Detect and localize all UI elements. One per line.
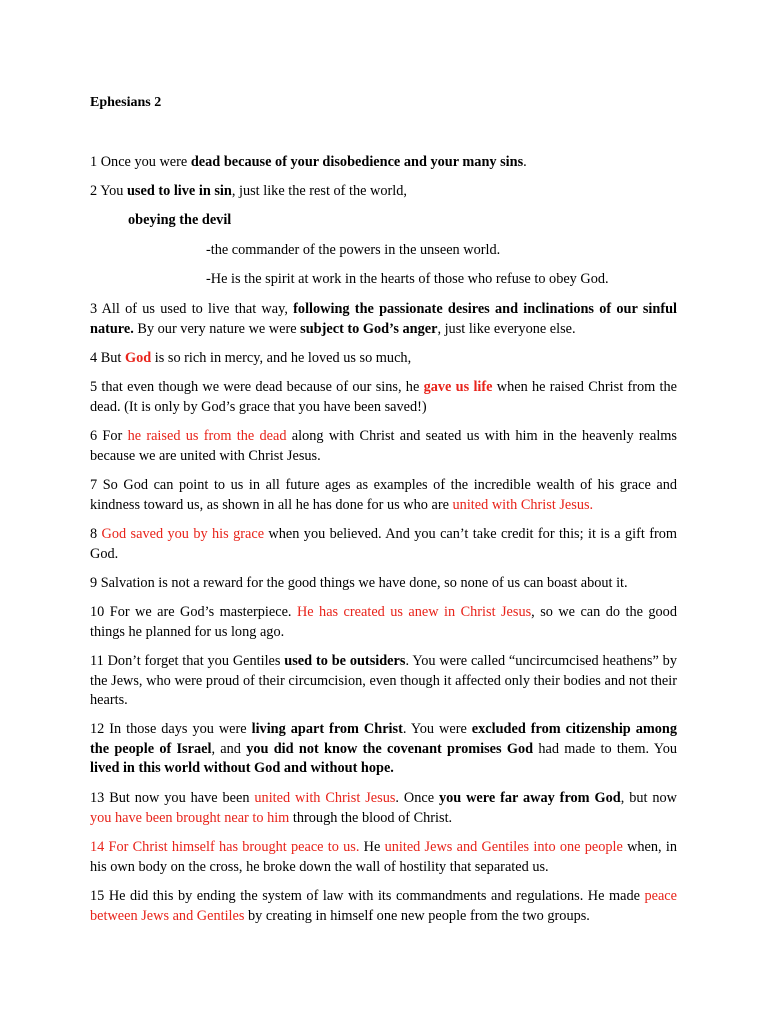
verse-text: . Once (395, 790, 439, 806)
verse-text: 4 But (90, 350, 125, 366)
emphasis-bold: following the passionate desires and inclinations of our sinful nature. (90, 301, 678, 337)
emphasis-red: peace between Jews and Gentiles (90, 888, 677, 924)
verse-10 (90, 603, 677, 642)
verse-text: . You were (402, 721, 472, 737)
emphasis-red: united with Christ Jesus. (452, 496, 594, 513)
verse-15 (90, 887, 677, 926)
verse-text: 12 In those days you were (90, 721, 252, 737)
sub-point-1: -the commander of the powers in the unseen world. (206, 242, 501, 258)
emphasis-red: united with Christ Jesus (254, 790, 396, 806)
verse-9: 9 Salvation is not a reward for the good things we have done, so none of us can boast about it. (90, 575, 628, 591)
emphasis-bold: living apart from Christ (251, 721, 403, 737)
verse-text: 1 Once you were (90, 154, 191, 170)
verse-text: 7 So God can point to us in all future ages as examples of the incredible wealth of his grace and kindness toward us, as shown in all he has done for us who are (90, 477, 677, 513)
verse-text: had made to them. You (533, 740, 677, 757)
emphasis-red: God saved you by his grace (101, 526, 265, 542)
verse-text: 13 But now you have been (90, 790, 255, 806)
document-title: Ephesians 2 (90, 95, 162, 110)
verse-text: when you believed. And you can’t take credit for this; it is a gift from God. (90, 526, 678, 562)
verse-text: . You were called “uncircumcised heathens” by the Jews, who were proud of their circumcision, even though it affected only their bodies and not their hearts. (90, 653, 677, 708)
emphasis-bold: you were far away from God (438, 790, 621, 806)
verse-text: 6 For (90, 428, 128, 444)
emphasis-red: For Christ himself has brought peace to us. (108, 839, 360, 855)
verse-text: is so rich in mercy, and he loved us so much, (151, 350, 412, 366)
verse-text: He (359, 839, 385, 855)
verse-text: 10 For we are God’s masterpiece. (90, 604, 297, 620)
obeying-the-devil-line: obeying the devil (128, 212, 232, 228)
verse-text: when, in his own body on the cross, he broke down the wall of hostility that separated us. (90, 839, 677, 875)
verse-text: , so we can do the good things he planned for us long ago. (90, 604, 677, 640)
verse-12 (90, 720, 677, 779)
verse-11 (90, 652, 677, 711)
verse-text: By our very nature we were (133, 320, 301, 337)
emphasis-bold: excluded from citizenship among the people of Israel (90, 721, 678, 757)
verse-14 (90, 838, 677, 877)
verse-text: along with Christ and seated us with him in the heavenly realms because we are united with Christ Jesus. (90, 428, 677, 464)
verse-text: 3 All of us used to live that way, (90, 301, 294, 317)
emphasis-red: you have been brought near to him (90, 809, 290, 826)
verse-2 (90, 182, 677, 202)
emphasis-bold: subject to God’s anger (300, 320, 438, 337)
verse-text: , and (211, 740, 247, 757)
verse-8 (90, 525, 677, 564)
verse-text: , just like the rest of the world, (231, 183, 407, 199)
verse-text: by creating in himself one new people from the two groups. (244, 907, 590, 924)
verse-7 (90, 476, 677, 515)
emphasis-red: He has created us anew in Christ Jesus (296, 604, 532, 620)
verse-text: 5 that even though we were dead because of our sins, he (90, 379, 424, 395)
emphasis-bold: you did not know the covenant promises God (246, 740, 534, 757)
verse-6 (90, 427, 677, 466)
sub-point-2: -He is the spirit at work in the hearts of those who refuse to obey God. (206, 271, 609, 287)
verse-text: 8 (90, 526, 102, 542)
verse-text: 15 He did this by ending the system of law with its commandments and regulations. He made (90, 888, 645, 904)
verse-13 (90, 789, 677, 828)
verse-4 (90, 349, 677, 369)
verse-text: when he raised Christ from the dead. (It is only by God’s grace that you have been saved!) (90, 379, 677, 415)
verse-text: , but now (620, 790, 677, 806)
emphasis-red-bold: God (124, 350, 152, 366)
emphasis-bold: dead because of your disobedience and your many sins (190, 154, 524, 170)
emphasis-red: united Jews and Gentiles into one people (384, 839, 623, 855)
verse-text: 2 You (90, 183, 127, 199)
verse-5 (90, 378, 677, 417)
emphasis-bold: used to be outsiders (284, 653, 406, 669)
verse-1 (90, 153, 677, 173)
emphasis-red: he raised us from the dead (127, 428, 287, 444)
verse-text: . (523, 154, 527, 170)
verse-3 (90, 300, 677, 339)
verse-number-red: 14 (90, 839, 109, 855)
emphasis-red-bold: gave us life (423, 379, 493, 395)
verse-text: 11 Don’t forget that you Gentiles (90, 653, 285, 669)
verse-text: , just like everyone else. (437, 320, 576, 337)
verse-text: through the blood of Christ. (289, 809, 453, 826)
emphasis-bold: used to live in sin (126, 183, 232, 199)
emphasis-bold: lived in this world without God and without hope. (90, 760, 394, 776)
